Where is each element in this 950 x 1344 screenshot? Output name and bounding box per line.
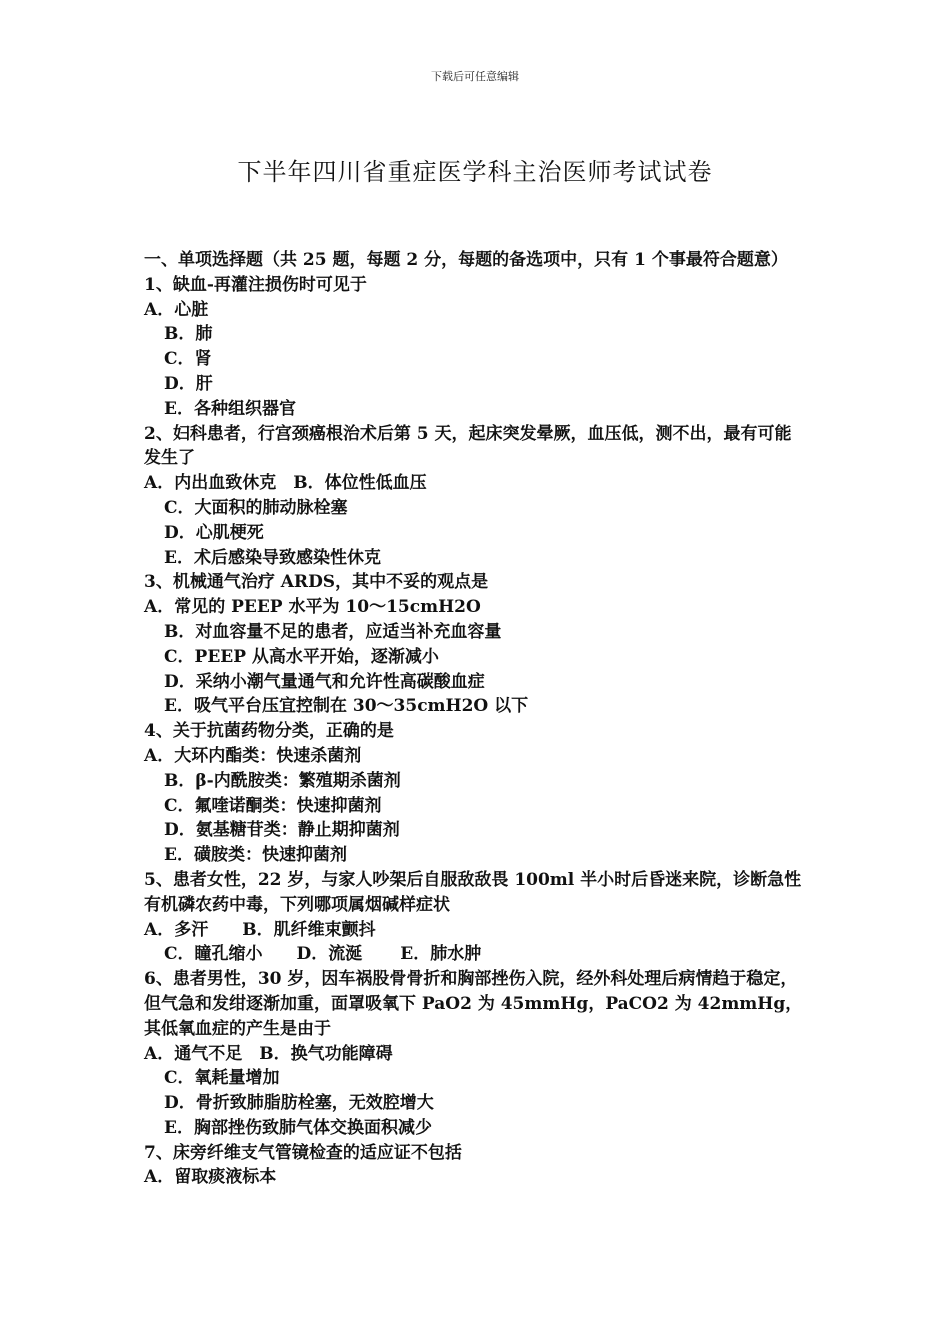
question-1-option-c: C．肾 xyxy=(164,349,212,370)
question-7-stem: 7、床旁纤维支气管镜检查的适应证不包括 xyxy=(144,1142,462,1163)
question-3-option-c: C．PEEP 从高水平开始，逐渐减小 xyxy=(164,646,439,667)
question-7-option-a: A．留取痰液标本 xyxy=(144,1167,277,1188)
exam-content xyxy=(144,248,808,1190)
question-6-option-b: B．换气功能障碍 xyxy=(259,1043,393,1064)
question-4-stem: 4、关于抗菌药物分类，正确的是 xyxy=(144,721,394,742)
question-5-option-e: E．肺水肿 xyxy=(400,944,482,965)
question-6-options-row xyxy=(144,1042,808,1067)
question-4-option-b: B．β-内酰胺类：繁殖期杀菌剂 xyxy=(164,770,401,791)
question-2-option-d: D．心肌梗死 xyxy=(164,522,264,543)
question-6-option-a: A．通气不足 xyxy=(144,1043,243,1064)
question-3-option-e: E．吸气平台压宜控制在 30～35cmH2O 以下 xyxy=(164,696,529,717)
question-5-options-row-1 xyxy=(144,918,808,943)
question-4-option-e: E．磺胺类：快速抑菌剂 xyxy=(164,845,347,866)
question-3-option-d: D．采纳小潮气量通气和允许性高碳酸血症 xyxy=(164,671,485,692)
question-5-option-d: D．流涎 xyxy=(296,944,363,965)
question-3-option-a: A．常见的 PEEP 水平为 10～15cmH2O xyxy=(144,597,481,618)
question-4-option-a: A．大环内酯类：快速杀菌剂 xyxy=(144,745,362,766)
question-3-stem: 3、机械通气治疗 ARDS，其中不妥的观点是 xyxy=(144,572,489,593)
section-heading: 一、单项选择题（共 25 题，每题 2 分，每题的备选项中，只有 1 个事最符合题意） xyxy=(144,250,788,270)
question-1-option-d: D．肝 xyxy=(164,373,213,394)
question-2-options-row xyxy=(144,471,808,496)
question-2-option-e: E．术后感染导致感染性休克 xyxy=(164,547,381,568)
question-5-option-b: B．肌纤维束颤抖 xyxy=(242,919,376,940)
question-5-options-row-2 xyxy=(144,942,808,967)
document-title: 下半年四川省重症医学科主治医师考试试卷 xyxy=(237,158,713,186)
question-2-stem: 2、妇科患者，行宫颈癌根治术后第 5 天，起床突发晕厥，血压低，测不出，最有可能发生了 xyxy=(144,423,792,469)
question-6-option-d: D．骨折致肺脂肪栓塞，无效腔增大 xyxy=(164,1093,434,1114)
question-5-option-a: A．多汗 xyxy=(144,919,209,940)
question-3-option-b: B．对血容量不足的患者，应适当补充血容量 xyxy=(164,621,502,642)
question-2-option-b: B．体位性低血压 xyxy=(293,473,427,494)
question-2-option-c: C．大面积的肺动脉栓塞 xyxy=(164,497,348,518)
question-6-option-e: E．胸部挫伤致肺气体交换面积减少 xyxy=(164,1117,432,1138)
question-1-option-e: E．各种组织器官 xyxy=(164,398,296,419)
question-5-stem: 5、患者女性，22 岁，与家人吵架后自服敌敌畏 100ml 半小时后昏迷来院，诊断急性有机磷农药中毒，下列哪项属烟碱样症状 xyxy=(144,869,802,915)
question-6-option-c: C．氧耗量增加 xyxy=(164,1068,280,1089)
question-6-stem: 6、患者男性，30 岁，因车祸股骨骨折和胸部挫伤入院，经外科处理后病情趋于稳定，但气急和发绀逐渐加重，面罩吸氧下 PaO2 为 45mmHg，PaCO2 为 42mmHg，其低氧血症的产生是由于 xyxy=(144,969,803,1039)
question-1-stem: 1、缺血-再灌注损伤时可见于 xyxy=(144,274,367,295)
question-1-option-b: B．肺 xyxy=(164,324,213,345)
question-5-option-c: C．瞳孔缩小 xyxy=(164,944,263,965)
question-4-option-d: D．氨基糖苷类：静止期抑菌剂 xyxy=(164,820,400,841)
question-1-option-a: A．心脏 xyxy=(144,299,209,320)
question-4-option-c: C．氟喹诺酮类：快速抑菌剂 xyxy=(164,795,382,816)
question-2-option-a: A．内出血致休克 xyxy=(144,473,277,494)
page-header: 下载后可任意编辑 xyxy=(431,70,519,83)
